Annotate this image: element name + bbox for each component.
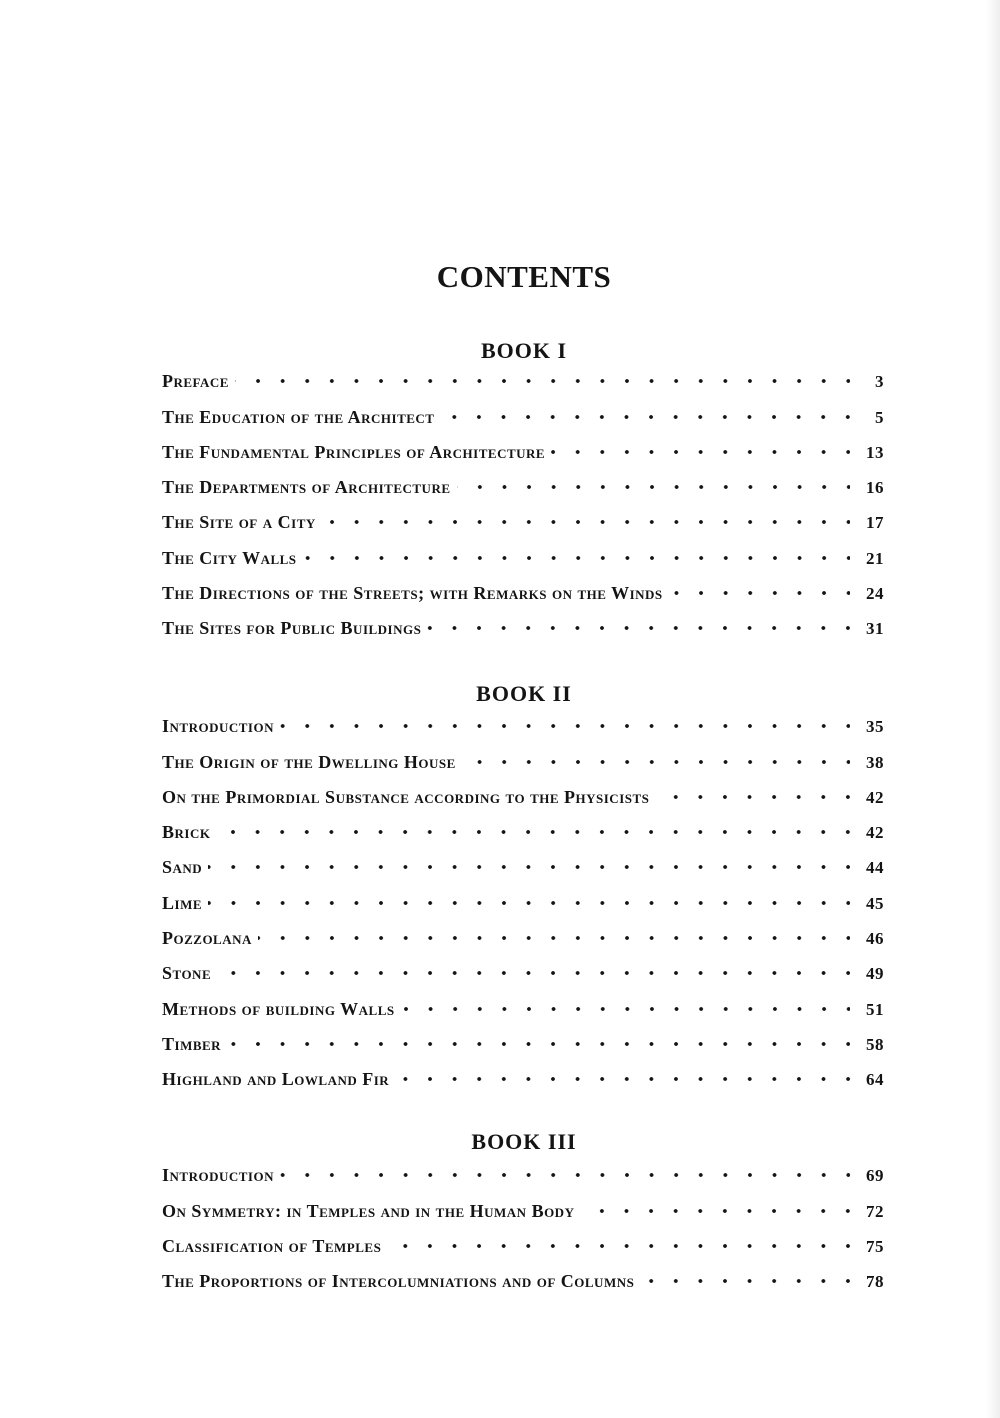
toc-entry-page: 13 xyxy=(866,442,884,462)
dot-leader xyxy=(227,1030,850,1050)
toc-entry-page: 42 xyxy=(866,823,884,843)
toc-entry-page: 31 xyxy=(866,619,884,639)
toc-entry xyxy=(162,472,884,507)
dot-leader xyxy=(303,544,850,564)
toc-entry xyxy=(162,437,884,472)
toc-entry-page: 78 xyxy=(866,1272,884,1292)
page-edge-shadow xyxy=(986,0,1000,1418)
toc-entry-title: The City Walls xyxy=(162,547,297,568)
dot-leader xyxy=(440,403,850,423)
dot-leader xyxy=(655,783,850,803)
toc-entry-page: 3 xyxy=(875,372,884,392)
toc-entry xyxy=(162,746,884,781)
toc-entry-page: 5 xyxy=(875,407,884,427)
toc-entry-title: Introduction xyxy=(162,716,274,737)
book-1-entries xyxy=(162,366,884,648)
dot-leader xyxy=(401,995,850,1015)
toc-entry xyxy=(162,578,884,613)
toc-entry xyxy=(162,1029,884,1064)
toc-entry-page: 38 xyxy=(866,752,884,772)
dot-leader xyxy=(216,818,850,838)
toc-entry-title: On Symmetry: in Temples and in the Human Body xyxy=(162,1200,575,1221)
toc-entry xyxy=(162,958,884,993)
toc-entry-title: Methods of building Walls xyxy=(162,998,395,1019)
toc-entry-page: 75 xyxy=(866,1236,884,1256)
toc-entry-page: 16 xyxy=(866,478,884,498)
toc-entry-page: 72 xyxy=(866,1201,884,1221)
toc-entry-page: 21 xyxy=(866,548,884,568)
toc-entry-title: Introduction xyxy=(162,1165,274,1186)
toc-entry-title: The Proportions of Intercolumniations and of Columns xyxy=(162,1271,635,1292)
dot-leader xyxy=(669,579,850,599)
toc-entry-title: Sand xyxy=(162,857,203,878)
toc-entry-title: The Site of a City xyxy=(162,512,316,533)
toc-entry xyxy=(162,366,884,401)
toc-entry-title: The Education of the Architect xyxy=(162,406,435,427)
toc-entry-page: 45 xyxy=(866,893,884,913)
toc-entry xyxy=(162,401,884,436)
toc-entry-title: The Origin of the Dwelling House xyxy=(162,751,456,772)
toc-entry xyxy=(162,887,884,922)
toc-entry xyxy=(162,993,884,1028)
toc-entry xyxy=(162,1195,884,1230)
book-2-heading: BOOK II xyxy=(476,681,572,706)
toc-entry xyxy=(162,1064,884,1099)
toc-entry-page: 51 xyxy=(866,999,884,1019)
toc-entry xyxy=(162,507,884,542)
dot-leader xyxy=(322,508,850,528)
toc-entry-page: 49 xyxy=(866,964,884,984)
toc-entry-title: Preface xyxy=(162,371,229,392)
dot-leader xyxy=(208,889,850,909)
contents-title: CONTENTS xyxy=(436,259,612,294)
toc-entry-title: Timber xyxy=(162,1033,222,1054)
toc-entry-page: 35 xyxy=(866,717,884,737)
dot-leader xyxy=(427,614,850,634)
dot-leader xyxy=(208,853,850,873)
book-3-entries xyxy=(162,1160,884,1301)
dot-leader xyxy=(640,1267,850,1287)
toc-entry-title: Pozzolana xyxy=(162,928,252,949)
toc-entry xyxy=(162,542,884,577)
dot-leader xyxy=(457,473,850,493)
dot-leader xyxy=(280,1161,850,1181)
toc-entry-title: Classification of Temples xyxy=(162,1235,382,1256)
dot-leader xyxy=(395,1065,850,1085)
toc-entry xyxy=(162,923,884,958)
toc-entry-page: 44 xyxy=(866,858,884,878)
toc-entry-title: The Sites for Public Buildings xyxy=(162,618,422,639)
toc-entry xyxy=(162,1160,884,1195)
dot-leader xyxy=(387,1232,850,1252)
toc-entry xyxy=(162,782,884,817)
toc-entry-page: 58 xyxy=(866,1034,884,1054)
toc-entry xyxy=(162,852,884,887)
toc-entry-title: The Departments of Architecture xyxy=(162,477,451,498)
book-1-heading: BOOK I xyxy=(480,338,568,363)
toc-entry-title: Highland and Lowland Fir xyxy=(162,1069,390,1090)
toc-entry xyxy=(162,1231,884,1266)
toc-entry-title: Brick xyxy=(162,822,211,843)
toc-entry-title: Lime xyxy=(162,892,203,913)
toc-entry-title: Stone xyxy=(162,963,212,984)
toc-entry-title: On the Primordial Substance according to the Physicists xyxy=(162,786,650,807)
dot-leader xyxy=(258,924,850,944)
toc-entry-title: The Directions of the Streets; with Remarks on the Winds xyxy=(162,583,663,604)
toc-entry-page: 46 xyxy=(866,929,884,949)
dot-leader xyxy=(217,959,850,979)
dot-leader xyxy=(280,712,850,732)
toc-entry xyxy=(162,613,884,648)
toc-entry-page: 24 xyxy=(866,584,884,604)
dot-leader xyxy=(580,1197,850,1217)
toc-entry-page: 69 xyxy=(866,1166,884,1186)
book-3-heading: BOOK III xyxy=(471,1129,577,1154)
toc-entry xyxy=(162,711,884,746)
toc-entry xyxy=(162,817,884,852)
toc-entry-page: 64 xyxy=(866,1070,884,1090)
toc-entry-title: The Fundamental Principles of Architecture xyxy=(162,441,546,462)
dot-leader xyxy=(551,438,850,458)
toc-entry xyxy=(162,1266,884,1301)
toc-entry-page: 17 xyxy=(866,513,884,533)
book-2-entries xyxy=(162,711,884,1099)
dot-leader xyxy=(462,748,850,768)
dot-leader xyxy=(235,367,850,387)
toc-entry-page: 42 xyxy=(866,787,884,807)
